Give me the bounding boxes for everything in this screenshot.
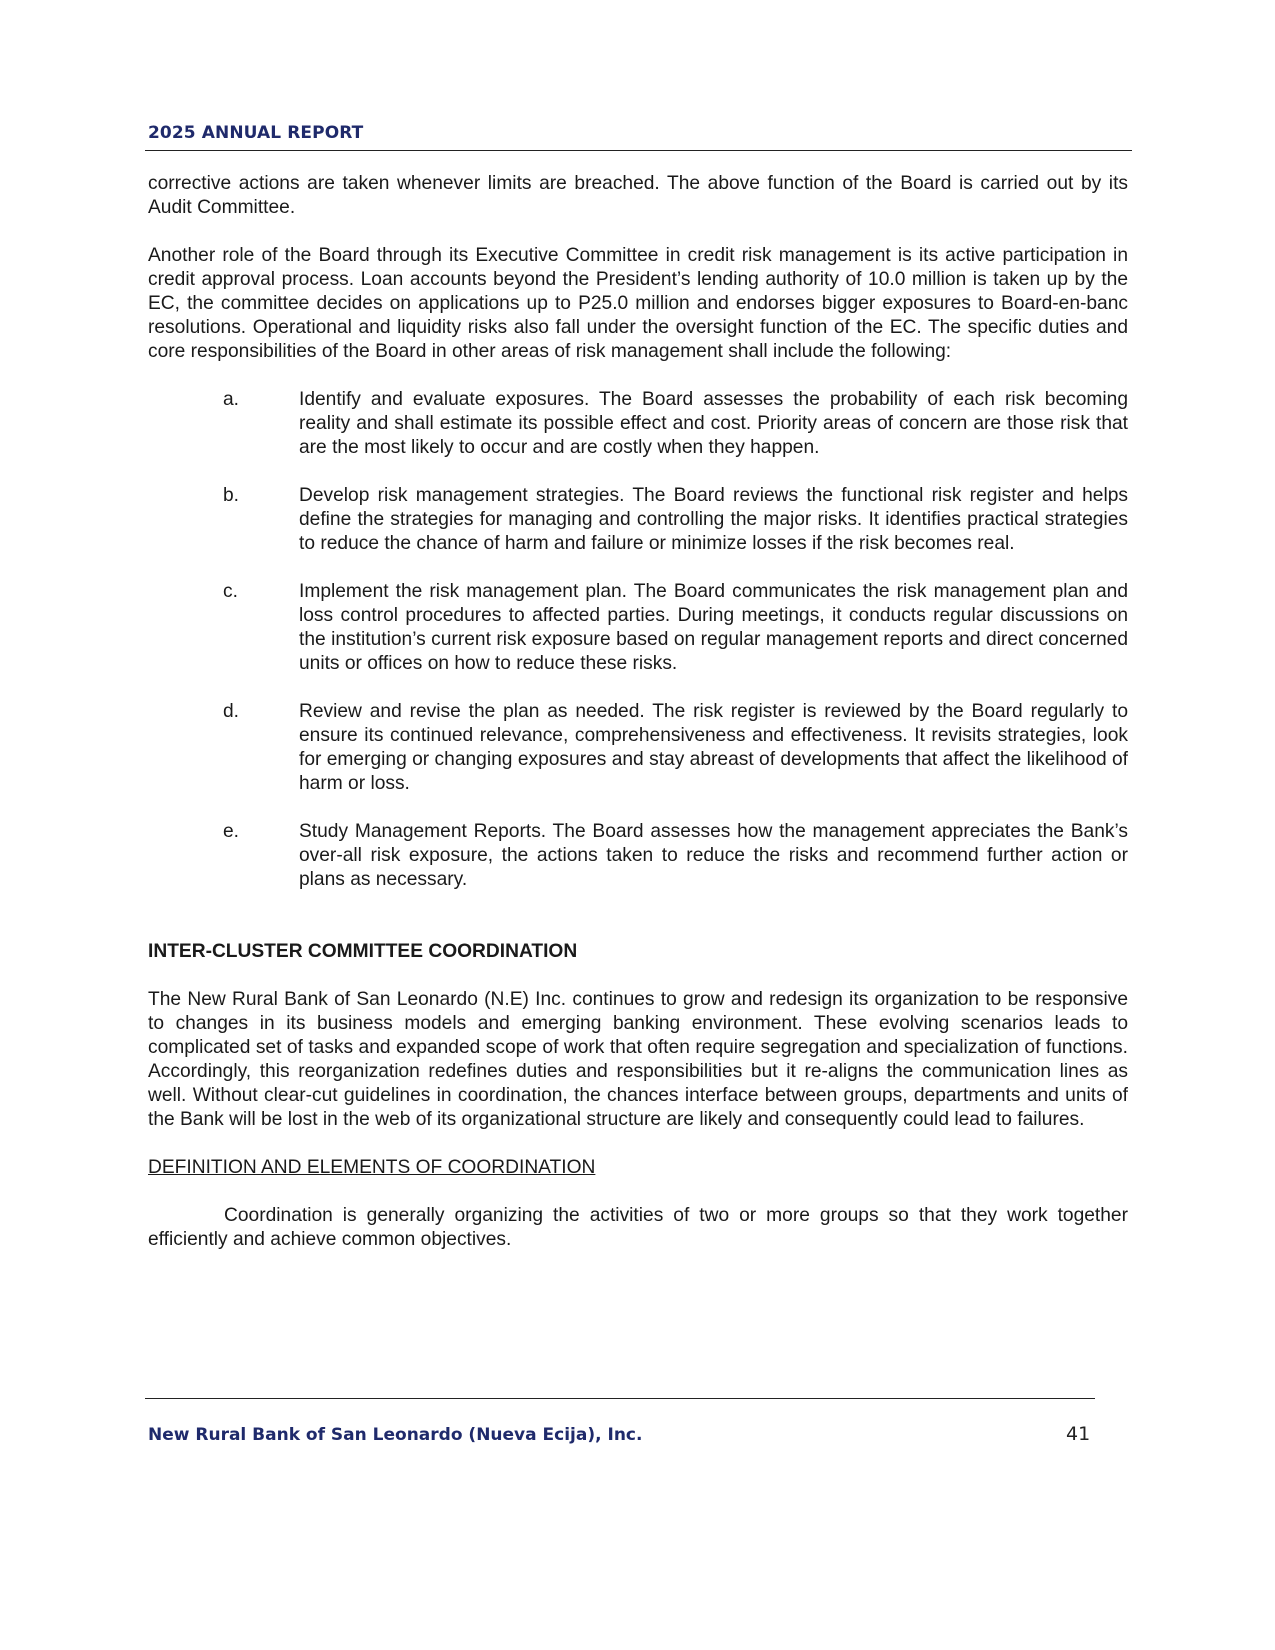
report-header-title: 2025 ANNUAL REPORT bbox=[148, 123, 364, 143]
list-item-e bbox=[148, 820, 1128, 892]
list-item-text: Study Management Reports. The Board assesses how the management appreciates the Bank’s over-all risk exposure, the actions taken to reduce the risks and recommend further action or plans as necessary. bbox=[299, 821, 1128, 890]
page-body bbox=[148, 172, 1128, 1252]
list-marker: d. bbox=[223, 701, 240, 722]
list-item-text: Develop risk management strategies. The Board reviews the functional risk register and helps define the strategies for managing and controlling the major risks. It identifies practical strategies to reduce the chance of harm and failure or minimize losses if the risk becomes real. bbox=[299, 485, 1128, 554]
list-marker: c. bbox=[223, 581, 238, 602]
footer-bank-name: New Rural Bank of San Leonardo (Nueva Ecija), Inc. bbox=[148, 1425, 643, 1445]
list-item-text: Implement the risk management plan. The Board communicates the risk management plan and loss control procedures to affected parties. During meetings, it conducts regular discussions on the institution’s current risk exposure based on regular management reports and direct concerned units or offices on how to reduce these risks. bbox=[299, 581, 1128, 674]
list-item-text: Identify and evaluate exposures. The Board assesses the probability of each risk becoming reality and shall estimate its possible effect and cost. Priority areas of concern are those risk that are the most likely to occur and are costly when they happen. bbox=[299, 389, 1128, 458]
paragraph-audit-committee: corrective actions are taken whenever limits are breached. The above function of the Board is carried out by its Audit Committee. bbox=[148, 173, 1128, 218]
list-item-d bbox=[148, 700, 1128, 796]
subheading-coordination-definition: DEFINITION AND ELEMENTS OF COORDINATION bbox=[148, 1157, 596, 1178]
paragraph-coordination-definition: Coordination is generally organizing the activities of two or more groups so that they work together efficiently and achieve common objectives. bbox=[148, 1205, 1128, 1250]
list-item-a bbox=[148, 388, 1128, 460]
footer-divider bbox=[145, 1398, 1095, 1399]
section-heading-inter-cluster: INTER-CLUSTER COMMITTEE COORDINATION bbox=[148, 941, 578, 962]
list-item-b bbox=[148, 484, 1128, 556]
page-number: 41 bbox=[1066, 1423, 1091, 1445]
list-marker: a. bbox=[223, 389, 240, 410]
list-item-text: Review and revise the plan as needed. The risk register is reviewed by the Board regularly to ensure its continued relevance, comprehensiveness and effectiveness. It revisits strategies, look for emerging or changing exposures and stay abreast of developments that affect the likelihood of harm or loss. bbox=[299, 701, 1128, 794]
paragraph-reorganization: The New Rural Bank of San Leonardo (N.E) Inc. continues to grow and redesign its organization to be responsive to changes in its business models and emerging banking environment. These evolving scenarios leads to complicated set of tasks and expanded scope of work that often require segregation and specialization of functions. Accordingly, this reorganization redefines duties and responsibilities but it re-aligns the communication lines as well. Without clear-cut guidelines in coordination, the chances interface between groups, departments and units of the Bank will be lost in the web of its organizational structure are likely and consequently could lead to failures. bbox=[148, 989, 1128, 1130]
list-item-c bbox=[148, 580, 1128, 676]
paragraph-executive-committee: Another role of the Board through its Executive Committee in credit risk management is its active participation in credit approval process. Loan accounts beyond the President’s lending authority of 10.0 million is taken up by the EC, the committee decides on applications up to P25.0 million and endorses bigger exposures to Board-en-banc resolutions. Operational and liquidity risks also fall under the oversight function of the EC. The specific duties and core responsibilities of the Board in other areas of risk management shall include the following: bbox=[148, 245, 1128, 362]
header-divider bbox=[145, 150, 1132, 151]
list-marker: b. bbox=[223, 485, 240, 506]
list-marker: e. bbox=[223, 821, 240, 842]
